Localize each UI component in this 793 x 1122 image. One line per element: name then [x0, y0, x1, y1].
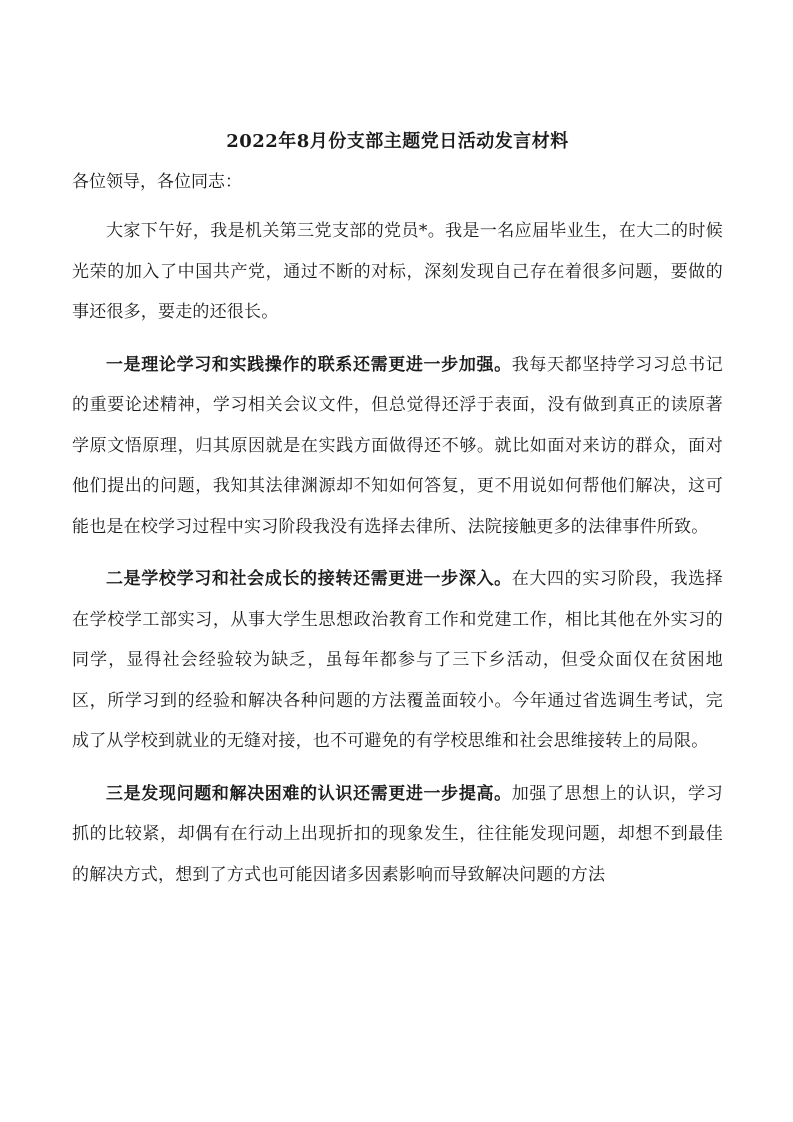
paragraph-text: 大家下午好，我是机关第三党支部的党员*。我是一名应届毕业生，在大二的时候光荣的加入了中国共产党，通过不断的对标，深刻发现自己存在着很多问题，要做的事还很多，要走的还很长。: [72, 221, 723, 322]
paragraph-text: 在大四的实习阶段，我选择在学校学工部实习，从事大学生思想政治教育工作和党建工作，相比其他在外实习的同学，显得社会经验较为缺乏，虽每年都参与了三下乡活动，但受众面仅在贫困地区，所学习到的经验和解决各种问题的方法覆盖面较小。今年通过省选调生考试，完成了从学校到就业的无缝对接，也不可避免的有学校思维和社会思维接转上的局限。: [72, 569, 723, 751]
paragraph-intro: [72, 211, 723, 333]
document-title: 2022年8月份支部主题党日活动发言材料: [226, 131, 569, 152]
paragraph-lead: 三是发现问题和解决困难的认识还需更进一步提高。: [106, 783, 512, 804]
paragraph-point-1: [72, 345, 723, 548]
paragraph-lead: 二是学校学习和社会成长的接转还需更进一步深入。: [106, 569, 512, 589]
salutation: 各位领导，各位同志：: [72, 172, 242, 192]
paragraph-point-3: [72, 774, 723, 896]
paragraph-text: 加强了思想上的认识，学习抓的比较紧，却偶有在行动上出现折扣的现象发生，往往能发现问题，却想不到最佳的解决方式，想到了方式也可能因诸多因素影响而导致解决问题的方法: [72, 783, 723, 885]
paragraph-lead: 一是理论学习和实践操作的联系还需更进一步加强。: [106, 354, 512, 375]
paragraph-point-2: [72, 559, 723, 762]
paragraph-text: 我每天都坚持学习习总书记的重要论述精神，学习相关会议文件，但总觉得还浮于表面，没有做到真正的读原著学原文悟原理，归其原因就是在实践方面做得还不够。就比如面对来访的群众，面对他们提出的问题，我知其法律渊源却不知如何答复，更不用说如何帮他们解决，这可能也是在校学习过程中实习阶段我没有选择去律所、法院接触更多的法律事件所致。: [72, 354, 723, 537]
